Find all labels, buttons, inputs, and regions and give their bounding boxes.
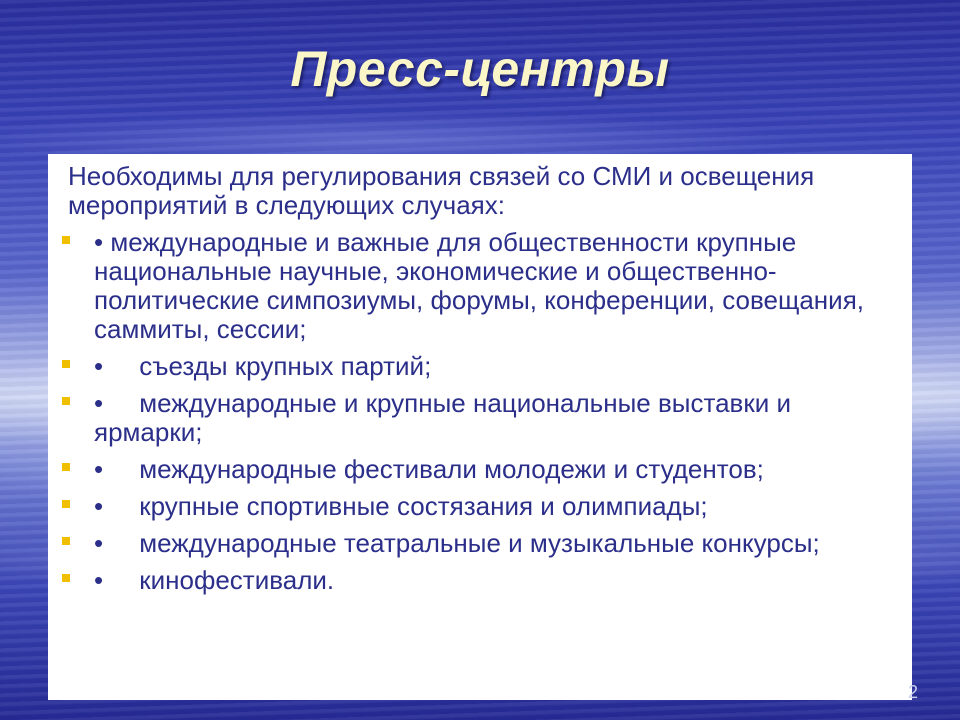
list-item-text: • международные театральные и музыкальные конкурсы;: [94, 528, 820, 558]
list-item: [58, 529, 888, 558]
bullet-square-icon: [62, 360, 70, 368]
slide-number: 2: [907, 682, 918, 702]
list-item: [58, 492, 888, 521]
list-item: [58, 228, 888, 344]
list-item-text: • международные фестивали молодежи и студентов;: [94, 454, 764, 484]
list-item-text: • международные и важные для общественности крупные национальные научные, экономические и общественно-политические симпозиумы, форумы, конференции, совещания, саммиты, сессии;: [94, 227, 864, 344]
bullet-square-icon: [62, 463, 70, 471]
list-item-text: • кинофестивали.: [94, 565, 335, 595]
list-item-text: • крупные спортивные состязания и олимпиады;: [94, 491, 708, 521]
slide-title: Пресс-центры: [290, 41, 670, 97]
bullet-square-icon: [62, 236, 70, 244]
intro-text: Необходимы для регулирования связей со СМИ и освещения мероприятий в следующих случаях:: [68, 161, 815, 220]
bullet-square-icon: [62, 537, 70, 545]
content-box: [48, 154, 912, 700]
bullet-list: [58, 228, 888, 603]
list-item: [58, 389, 888, 447]
list-item: [58, 455, 888, 484]
list-item-text: • съезды крупных партий;: [94, 351, 432, 381]
bullet-square-icon: [62, 397, 70, 405]
list-item: [58, 352, 888, 381]
list-item-text: • международные и крупные национальные выставки и ярмарки;: [94, 388, 799, 447]
bullet-square-icon: [62, 574, 70, 582]
bullet-square-icon: [62, 500, 70, 508]
list-item: [58, 566, 888, 595]
